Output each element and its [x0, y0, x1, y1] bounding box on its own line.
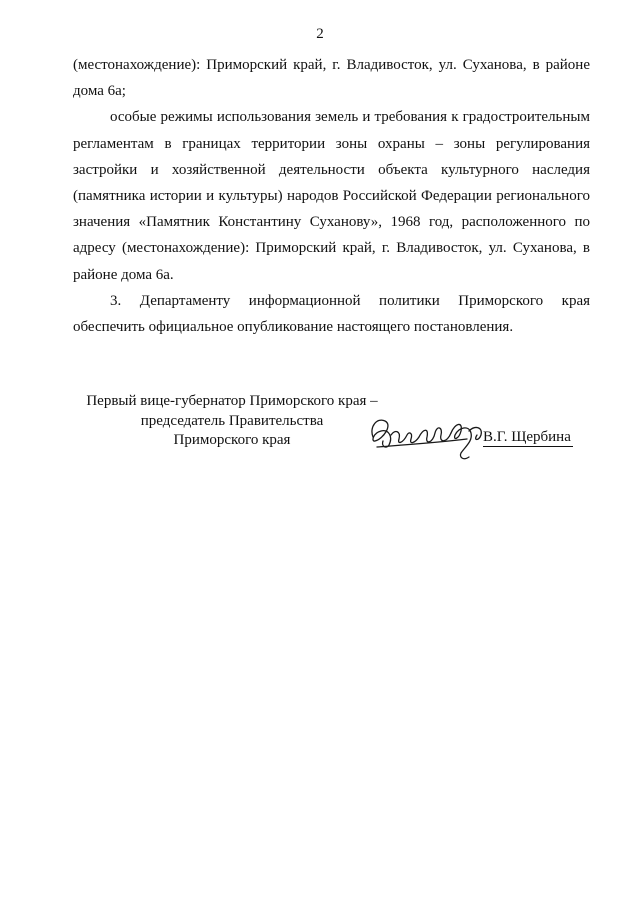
document-body	[73, 52, 590, 340]
signatory-title-line: Первый вице-губернатор Приморского края –	[86, 393, 378, 409]
paragraph-publication-order: 3. Департаменту информационной политики Приморского края обеспечить официальное опубликование настоящего постановления.	[73, 292, 590, 336]
signer-name: В.Г. Щербина	[483, 429, 571, 445]
signatory-title-line: Приморского края	[173, 432, 291, 448]
paragraph-continuation: (местонахождение): Приморский край, г. Владивосток, ул. Суханова, в районе дома 6а;	[73, 57, 590, 100]
signatory-title	[82, 392, 382, 451]
paragraph-special-regimes: особые режимы использования земель и требования к градостроительным регламентам в границах территории зоны охраны – зоны регулирования застройки и хозяйственной деятельности объекта культурного наследия (памятника истории и культуры) народов Российской Федерации регионального значения «Памятник Константину Суханову», 1968 год, расположенного по адресу (местонахождение): Приморский край, г. Владивосток, ул. Суханова, в районе дома 6а.	[73, 109, 590, 283]
page-number: 2	[316, 26, 324, 42]
signatory-title-line: председатель Правительства	[140, 412, 324, 429]
